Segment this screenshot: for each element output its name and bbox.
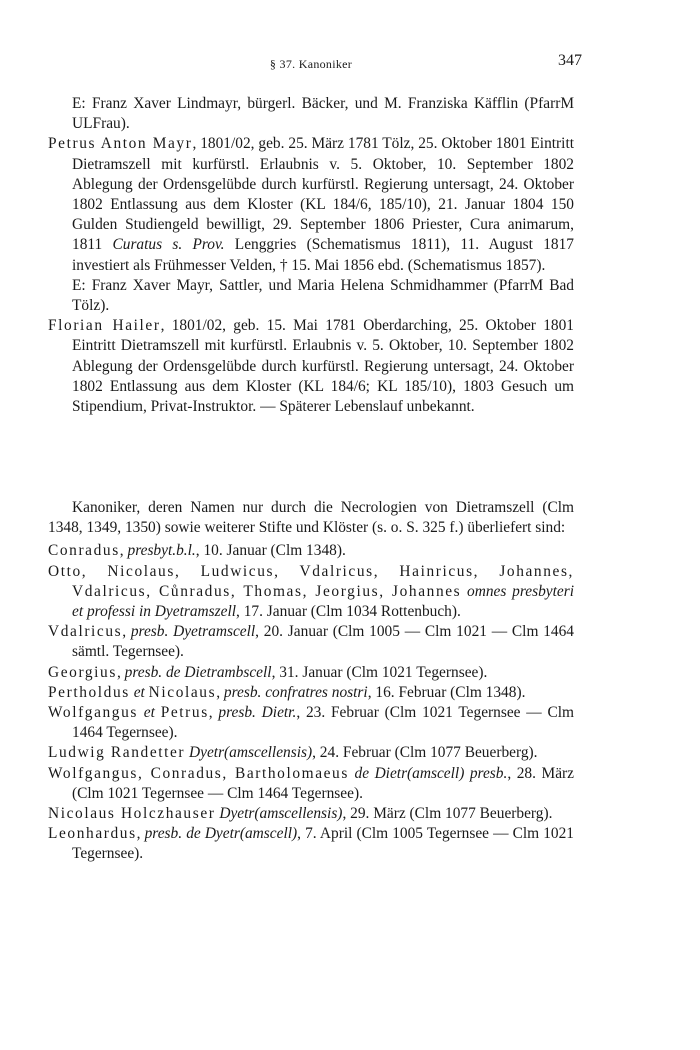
entry-text: , 31. Januar (Clm 1021 Tegernsee). [271, 663, 488, 681]
parent-note-mayr: E: Franz Xaver Mayr, Sattler, und Maria Helena Schmidhammer (PfarrM Bad Tölz). [72, 276, 574, 315]
entry-text: Lenggries (Schematismus 1811), 11. August 1817 investiert als Frühmesser Velden, † 15. Mai 1856 ebd. (Schematismus 1857). [72, 236, 574, 274]
entry-text: , 10. Januar (Clm 1348). [195, 542, 346, 560]
entry-text: , 16. Februar (Clm 1348). [367, 683, 526, 701]
necrology-entry: Vdalricus, presb. Dyetramscell, 20. Januar (Clm 1005 — Clm 1021 — Clm 1464 sämtl. Tegernsee). [48, 623, 574, 661]
person-name: Vdalricus [48, 623, 123, 641]
entry-italic: presb. Dyetramscell [130, 623, 256, 641]
necrology-entry [48, 562, 574, 623]
person-name: Petrus Anton Mayr [48, 135, 193, 153]
entry-text: , 7. April (Clm 1005 Tegernsee — Clm 1021 Tegernsee). [72, 825, 574, 863]
entry-text: , 28. März (Clm 1021 Tegernsee — Clm 1464 Tegernsee). [72, 764, 574, 802]
entry-italic: presb. de Dietrambscell [124, 663, 272, 681]
entry-text: , 24. Februar (Clm 1077 Beuerberg). [312, 744, 538, 762]
entry-text: , 17. Januar (Clm 1034 Rottenbuch). [236, 603, 461, 621]
necrology-entry: Pertholdus et Nicolaus, presb. confratres nostri, 16. Februar (Clm 1348). [48, 683, 526, 701]
person-name: Conradus [48, 542, 120, 560]
necrology-entry: Leonhardus, presb. de Dyetr(amscell), 7. April (Clm 1005 Tegernsee — Clm 1021 Tegernsee). [48, 825, 574, 863]
entry-italic: presb. de Dyetr(amscell) [144, 825, 298, 843]
entry-italic: Dyetr(amscellensis) [219, 805, 343, 823]
entry-italic: Curatus s. Prov. [112, 236, 225, 254]
necrology-entry [48, 804, 574, 824]
entry-italic: presb. confratres nostri [223, 683, 368, 701]
entry-text: , 20. Januar (Clm 1005 — Clm 1021 — Clm 1464 sämtl. Tegernsee). [72, 623, 574, 661]
person-name: Petrus [160, 704, 209, 722]
entry-italic: de Dietr(amscell) presb. [354, 764, 508, 782]
necrology-entry: Wolfgangus et Petrus, presb. Dietr., 23. Februar (Clm 1021 Tegernsee — Clm 1464 Tegernsee). [48, 704, 574, 742]
running-title: § 37. Kanoniker [269, 57, 353, 71]
entry-italic: omnes presbyteri et professi in Dyetramszell [72, 582, 574, 621]
necrology-entry [48, 764, 574, 804]
person-name: Leonhardus [48, 825, 137, 843]
entry-florian-hailer [48, 316, 574, 417]
person-name: Ludwig Randetter [48, 744, 186, 762]
entry-italic: et [143, 704, 155, 722]
entry-italic: et [133, 683, 145, 701]
entry-text: , 1801/02, geb. 15. Mai 1781 Oberdarching, 25. Oktober 1801 Eintritt Dietramszell mit kurfürstl. Erlaubnis v. 5. Oktober, 10. September 1802 Ablegung der Ordensgelübde durch kurfürstl. Regierung untersagt, 24. Oktober 1802 Entlassung aus dem Kloster (KL 184/6; KL 185/10), 1803 Gesuch um Stipendium, Privat-Instruktor. — Späterer Lebenslauf unbekannt. [72, 317, 574, 416]
necrology-block [48, 498, 574, 865]
necrology-entry [48, 743, 574, 763]
necrology-entry: Conradus, presbyt.b.l., 10. Januar (Clm 1348). [48, 542, 346, 560]
page-number: 347 [558, 52, 582, 69]
person-name: Wolfgangus [48, 704, 138, 722]
entry-petrus-anton-mayr [48, 134, 574, 275]
person-name: Pertholdus [48, 683, 130, 701]
person-name: Nicolaus [148, 683, 217, 701]
person-name: Georgius [48, 663, 117, 681]
entries-block [48, 94, 574, 417]
person-name: Wolfgangus, Conradus, Bartholomaeus [48, 764, 349, 782]
necrology-entry: Georgius, presb. de Dietrambscell, 31. Januar (Clm 1021 Tegernsee). [48, 663, 488, 681]
entry-italic: presbyt.b.l. [127, 542, 196, 560]
necrology-intro: Kanoniker, deren Namen nur durch die Necrologien von Dietramszell (Clm 1348, 1349, 1350) sowie weiterer Stifte und Klöster (s. o. S. 325 f.) überliefert sind: [48, 499, 574, 537]
parent-note-lindmayr: E: Franz Xaver Lindmayr, bürgerl. Bäcker, und M. Franziska Käfflin (PfarrM ULFrau). [72, 95, 574, 133]
entry-text: , 1801/02, geb. 25. März 1781 Tölz, 25. Oktober 1801 Eintritt Dietramszell mit kurfürstl. Erlaubnis v. 5. Oktober, 10. September 1802 Ablegung der Ordensgelübde durch kurfürstl. Regierung untersagt, 24. Oktober 1802 Entlassung aus dem Kloster (KL 184/6, 185/10), 21. Januar 1804 150 Gulden Studiengeld bewilligt, 29. September 1806 Priester, Cura animarum, 1811 [72, 135, 574, 254]
entry-italic: Dyetr(amscellensis) [189, 744, 313, 762]
person-name: Otto, Nicolaus, Ludwicus, Vdalricus, Hainricus, Johannes, Vdalricus, Cůnradus, Thomas, Jeorgius, Johannes [48, 562, 574, 600]
person-name: Nicolaus Holczhauser [48, 805, 216, 823]
running-header [48, 52, 582, 74]
entry-text: , 29. März (Clm 1077 Beuerberg). [342, 805, 553, 823]
entry-text: , 23. Februar (Clm 1021 Tegernsee — Clm 1464 Tegernsee). [72, 704, 574, 742]
entry-italic: presb. Dietr. [218, 704, 297, 722]
person-name: Florian Hailer [48, 317, 161, 335]
